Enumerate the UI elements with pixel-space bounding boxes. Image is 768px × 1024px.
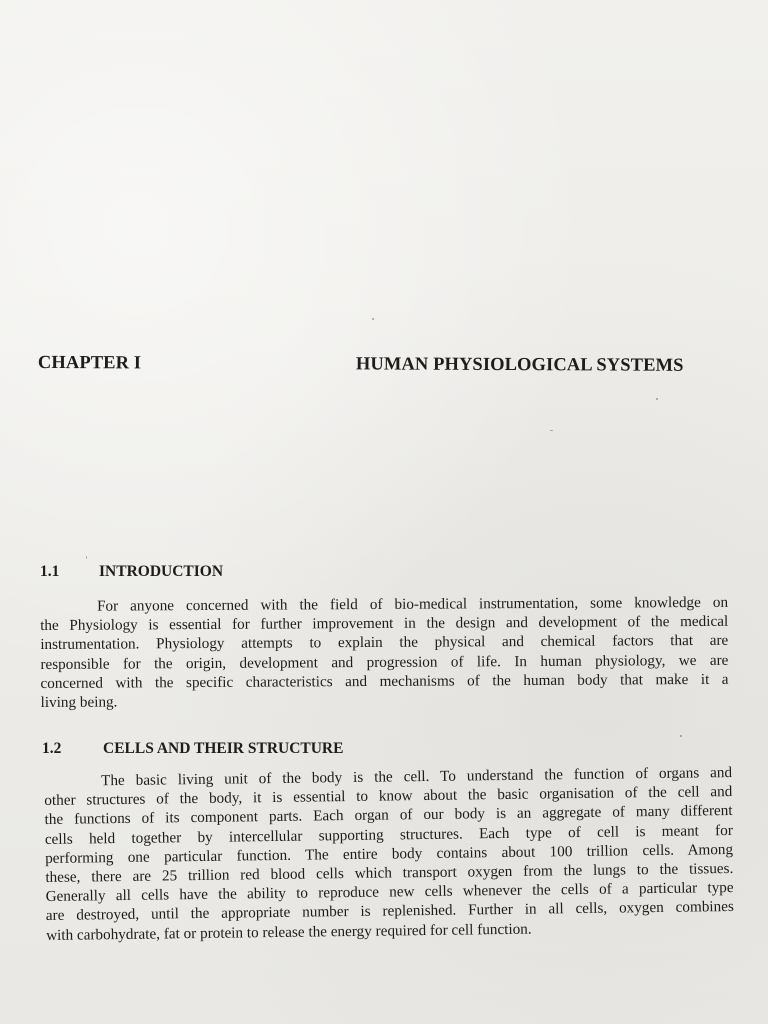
- paragraph-line: the Physiology is essential for further improvement in the design and development of the medical: [40, 612, 729, 635]
- paragraph-line: these, there are 25 trillion red blood cells which transport oxygen from the lungs to the tissues.: [45, 859, 734, 886]
- paragraph-line: For anyone concerned with the field of bio-medical instrumentation, some knowledge on: [97, 593, 729, 615]
- section-number: 1.1: [40, 563, 60, 580]
- paragraph-line: with carbohydrate, fat or protein to release the energy required for cell function.: [46, 920, 532, 944]
- paragraph-line: are destroyed, until the appropriate number is replenished. Further in all cells, oxygen combines: [45, 898, 734, 925]
- section-heading-introduction: [40, 563, 340, 583]
- scan-speck: [86, 556, 87, 559]
- section-title: INTRODUCTION: [99, 563, 224, 580]
- chapter-title: HUMAN PHYSIOLOGICAL SYSTEMS: [355, 354, 684, 376]
- paragraph-line: the functions of its component parts. Each organ of our body is an aggregate of many different: [44, 802, 733, 829]
- paragraph-line: cells held together by intercellular supporting structures. Each type of cell is meant for: [44, 821, 733, 848]
- scan-speck: [680, 735, 682, 737]
- paragraph-line: responsible for the origin, development and progression of life. In human physiology, we are: [40, 651, 729, 673]
- scan-speck: [656, 398, 658, 400]
- paragraph-line: living being.: [40, 693, 118, 711]
- scan-speck: [550, 430, 553, 431]
- chapter-header: [38, 353, 738, 380]
- scan-speck: [372, 318, 374, 320]
- paragraph-line: concerned with the specific characteristics and mechanisms of the human body that make it a: [40, 670, 729, 692]
- chapter-label: CHAPTER I: [37, 353, 142, 374]
- cells-paragraph: [44, 763, 734, 945]
- paragraph-line: Generally all cells have the ability to reproduce new cells whenever the cells of a particular type: [45, 879, 734, 906]
- introduction-paragraph: [40, 593, 729, 712]
- paragraph-line: The basic living unit of the body is the cell. To understand the function of organs and: [101, 763, 733, 790]
- paragraph-line: other structures of the body, it is essential to know about the basic organisation of the cell and: [44, 783, 733, 810]
- section-heading-cells: [42, 740, 442, 760]
- paragraph-line: performing one particular function. The entire body contains about 100 trillion cells. Among: [45, 840, 734, 867]
- section-title: CELLS AND THEIR STRUCTURE: [103, 740, 344, 757]
- paragraph-line: instrumentation. Physiology attempts to explain the physical and chemical factors that are: [40, 632, 729, 654]
- section-number: 1.2: [42, 740, 62, 757]
